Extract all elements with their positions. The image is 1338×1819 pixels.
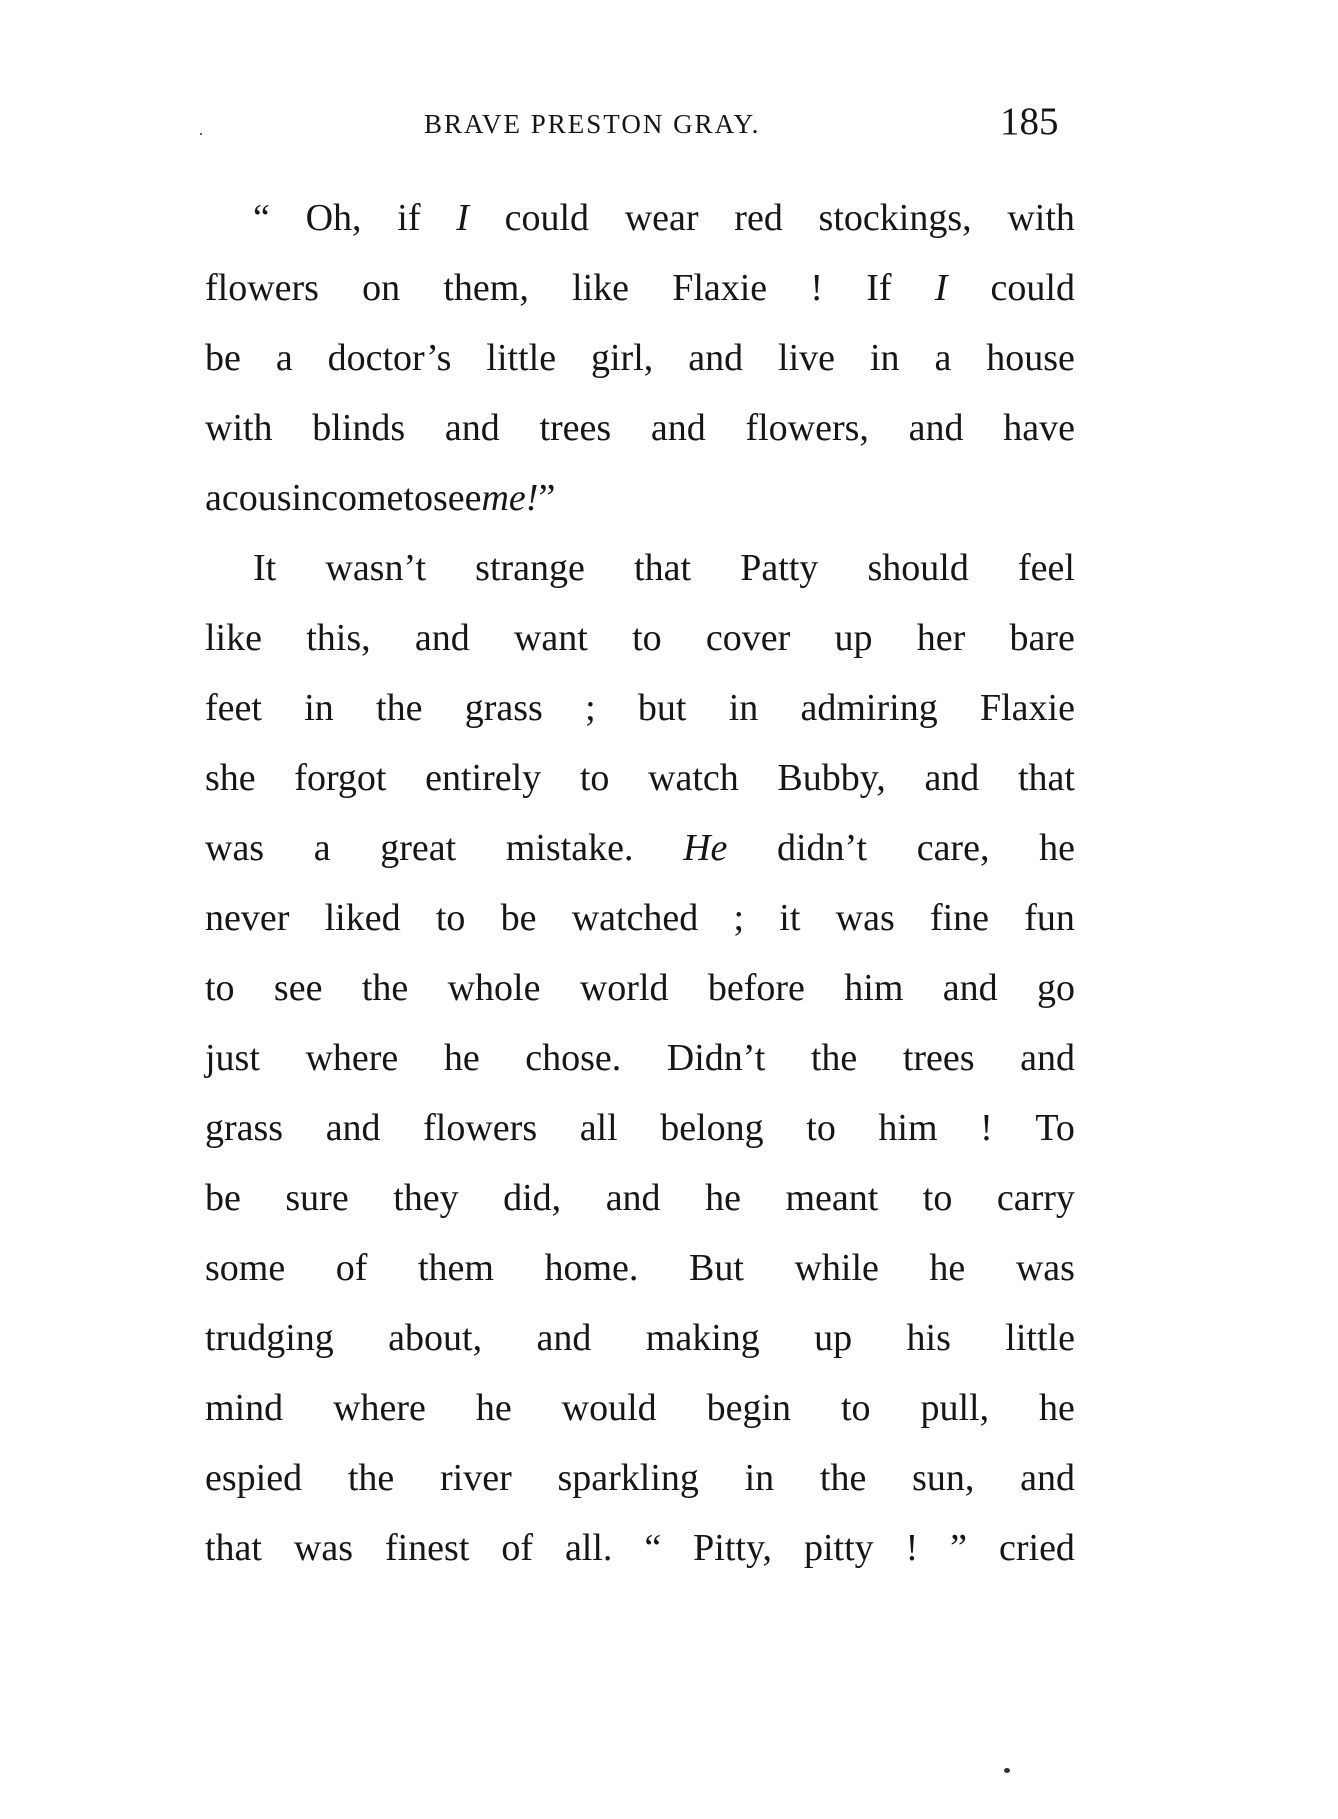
word: her xyxy=(916,617,966,659)
word: to xyxy=(922,1177,953,1219)
word: and xyxy=(1020,1457,1075,1499)
word: he xyxy=(443,1037,480,1079)
word: that xyxy=(634,547,692,589)
word: all xyxy=(579,1107,618,1149)
word: would xyxy=(561,1387,657,1429)
word: home. xyxy=(544,1247,639,1289)
word: to xyxy=(632,617,662,659)
word: sun, xyxy=(912,1457,975,1499)
word: girl, xyxy=(591,337,654,379)
word: it xyxy=(779,897,801,939)
word: could xyxy=(504,197,590,239)
word: him xyxy=(844,967,904,1009)
word: and xyxy=(325,1107,381,1149)
body-text xyxy=(205,183,1075,1583)
word: he xyxy=(705,1177,741,1219)
word: house xyxy=(986,337,1075,379)
word: river xyxy=(439,1457,512,1499)
word: was xyxy=(293,1527,354,1569)
word: finest xyxy=(384,1527,470,1569)
word: mind xyxy=(205,1387,284,1429)
word: fun xyxy=(1024,897,1075,939)
word: and xyxy=(908,407,964,449)
word: pitty xyxy=(803,1527,874,1569)
word: if xyxy=(397,197,421,239)
word: I xyxy=(456,197,469,239)
word: that xyxy=(205,1527,262,1569)
word: be xyxy=(500,897,537,939)
word: I xyxy=(934,267,948,309)
text-line xyxy=(205,1373,1075,1443)
word: liked xyxy=(324,897,401,939)
word: she xyxy=(205,757,256,799)
word: was xyxy=(835,897,895,939)
word: grass xyxy=(464,687,543,729)
word: entirely xyxy=(425,757,542,799)
word: and xyxy=(650,407,706,449)
word: espied xyxy=(205,1457,303,1499)
word: never xyxy=(205,897,290,939)
word: the xyxy=(810,1037,858,1079)
word: chose. xyxy=(525,1037,622,1079)
word: bare xyxy=(1009,617,1075,659)
word: where xyxy=(333,1387,426,1429)
word: red xyxy=(734,197,783,239)
word: But xyxy=(688,1247,744,1289)
text-line xyxy=(205,603,1075,673)
text-line xyxy=(205,1023,1075,1093)
word: he xyxy=(1039,1387,1075,1429)
word: the xyxy=(376,687,423,729)
word: “ xyxy=(644,1527,662,1569)
word: and xyxy=(444,407,500,449)
word: forgot xyxy=(294,757,387,799)
text-line xyxy=(205,533,1075,603)
word: them xyxy=(417,1247,494,1289)
word: the xyxy=(347,1457,395,1499)
word: like xyxy=(572,267,629,309)
word: Pitty, xyxy=(693,1527,773,1569)
word: his xyxy=(906,1317,951,1359)
word: fine xyxy=(929,897,990,939)
word: up xyxy=(834,617,873,659)
word: carry xyxy=(996,1177,1075,1219)
word: and xyxy=(414,617,470,659)
word: to xyxy=(205,967,235,1009)
word: little xyxy=(1005,1317,1075,1359)
word: and xyxy=(605,1177,661,1219)
word: be xyxy=(205,1177,241,1219)
word: Patty xyxy=(740,547,819,589)
word: didn’t xyxy=(777,827,868,869)
word: ! xyxy=(905,1527,919,1569)
text-line xyxy=(205,323,1075,393)
word: to xyxy=(840,1387,871,1429)
word: trees xyxy=(539,407,612,449)
text-line xyxy=(205,953,1075,1023)
word: Flaxie xyxy=(979,687,1075,729)
word: could xyxy=(990,267,1075,309)
word: was xyxy=(205,827,265,869)
word: they xyxy=(393,1177,459,1219)
word: on xyxy=(362,267,401,309)
word: Didn’t xyxy=(666,1037,766,1079)
word: To xyxy=(1035,1107,1075,1149)
word: great xyxy=(380,827,457,869)
word: a xyxy=(313,827,331,869)
word: ” xyxy=(950,1527,968,1569)
word: watch xyxy=(648,757,739,799)
text-line xyxy=(205,743,1075,813)
word: and xyxy=(688,337,744,379)
word: strange xyxy=(475,547,585,589)
word: in xyxy=(304,687,334,729)
word: and xyxy=(1020,1037,1075,1079)
word: flowers xyxy=(205,267,319,309)
scan-speck xyxy=(1004,1768,1010,1773)
word: the xyxy=(819,1457,867,1499)
word: sure xyxy=(285,1177,349,1219)
word: this, xyxy=(306,617,371,659)
word: with xyxy=(205,407,273,449)
word: some xyxy=(205,1247,286,1289)
text-line xyxy=(205,813,1075,883)
word: see xyxy=(273,967,323,1009)
word: feel xyxy=(1017,547,1075,589)
scan-speck xyxy=(200,133,202,135)
word: live xyxy=(778,337,836,379)
word: Oh, xyxy=(305,197,362,239)
text-line xyxy=(205,1303,1075,1373)
word: ; xyxy=(585,687,596,729)
word: flowers, xyxy=(745,407,869,449)
word: go xyxy=(1036,967,1075,1009)
word: he xyxy=(475,1387,512,1429)
word: have xyxy=(1003,407,1075,449)
word: to xyxy=(806,1107,836,1149)
word: while xyxy=(794,1247,879,1289)
word: that xyxy=(1017,757,1075,799)
word: like xyxy=(205,617,262,659)
word: making xyxy=(645,1317,760,1359)
word: ! xyxy=(980,1107,993,1149)
word: meant xyxy=(785,1177,879,1219)
word: trudging xyxy=(205,1317,334,1359)
text-line xyxy=(205,883,1075,953)
word: blinds xyxy=(312,407,406,449)
word: to xyxy=(579,757,610,799)
word: trees xyxy=(902,1037,975,1079)
word: flowers xyxy=(423,1107,538,1149)
word: grass xyxy=(205,1107,284,1149)
word: He xyxy=(683,827,728,869)
word: in xyxy=(728,687,759,729)
word: of xyxy=(501,1527,533,1569)
word: “ xyxy=(253,197,270,239)
word: a xyxy=(275,337,293,379)
word: care, xyxy=(916,827,990,869)
word: want xyxy=(513,617,588,659)
word: world xyxy=(579,967,669,1009)
word: before xyxy=(707,967,805,1009)
word: feet xyxy=(205,687,262,729)
word: doctor’s xyxy=(327,337,452,379)
word: cried xyxy=(998,1527,1075,1569)
text-line xyxy=(205,1443,1075,1513)
word: them, xyxy=(443,267,529,309)
word: he xyxy=(929,1247,966,1289)
text-line xyxy=(205,253,1075,323)
text-line xyxy=(205,1513,1075,1583)
word: of xyxy=(335,1247,368,1289)
word: should xyxy=(867,547,969,589)
word: ; xyxy=(733,897,745,939)
word: sparkling xyxy=(557,1457,699,1499)
text-line xyxy=(205,1233,1075,1303)
word: It xyxy=(253,547,277,589)
word: cousin xyxy=(221,477,322,519)
word: about, xyxy=(388,1317,483,1359)
page-number: 185 xyxy=(1000,100,1059,143)
word: in xyxy=(744,1457,775,1499)
word: and xyxy=(924,757,980,799)
word: and xyxy=(942,967,998,1009)
word: ! xyxy=(810,267,824,309)
text-line xyxy=(205,463,1075,533)
word: admiring xyxy=(800,687,938,729)
word: a xyxy=(205,477,222,519)
word: Flaxie xyxy=(672,267,768,309)
word: the xyxy=(361,967,409,1009)
word: Bubby, xyxy=(777,757,886,799)
word: watched xyxy=(571,897,699,939)
word: where xyxy=(305,1037,399,1079)
word: he xyxy=(1039,827,1075,869)
word: to xyxy=(435,897,466,939)
text-line xyxy=(205,1163,1075,1233)
word: all. xyxy=(564,1527,613,1569)
word: with xyxy=(1007,197,1075,239)
word: but xyxy=(637,687,687,729)
word: pull, xyxy=(920,1387,990,1429)
word: whole xyxy=(447,967,541,1009)
word: him xyxy=(878,1107,938,1149)
word: belong xyxy=(660,1107,764,1149)
word: did, xyxy=(503,1177,562,1219)
word: begin xyxy=(706,1387,792,1429)
text-line xyxy=(205,673,1075,743)
word: wasn’t xyxy=(325,547,426,589)
word: me!” xyxy=(481,477,556,519)
word: see xyxy=(432,477,482,519)
word: cover xyxy=(705,617,791,659)
word: wear xyxy=(624,197,699,239)
word: just xyxy=(205,1037,260,1079)
word: come xyxy=(321,477,404,519)
word: was xyxy=(1015,1247,1075,1289)
word: a xyxy=(934,337,952,379)
word: in xyxy=(869,337,900,379)
text-line xyxy=(205,1093,1075,1163)
word: up xyxy=(814,1317,853,1359)
word: to xyxy=(403,477,433,519)
text-line xyxy=(205,183,1075,253)
text-line xyxy=(205,393,1075,463)
word: mistake. xyxy=(505,827,634,869)
word: stockings, xyxy=(818,197,972,239)
word: and xyxy=(536,1317,592,1359)
word: If xyxy=(866,267,892,309)
running-title: BRAVE PRESTON GRAY. xyxy=(424,109,761,139)
word: little xyxy=(486,337,557,379)
word: be xyxy=(205,337,241,379)
